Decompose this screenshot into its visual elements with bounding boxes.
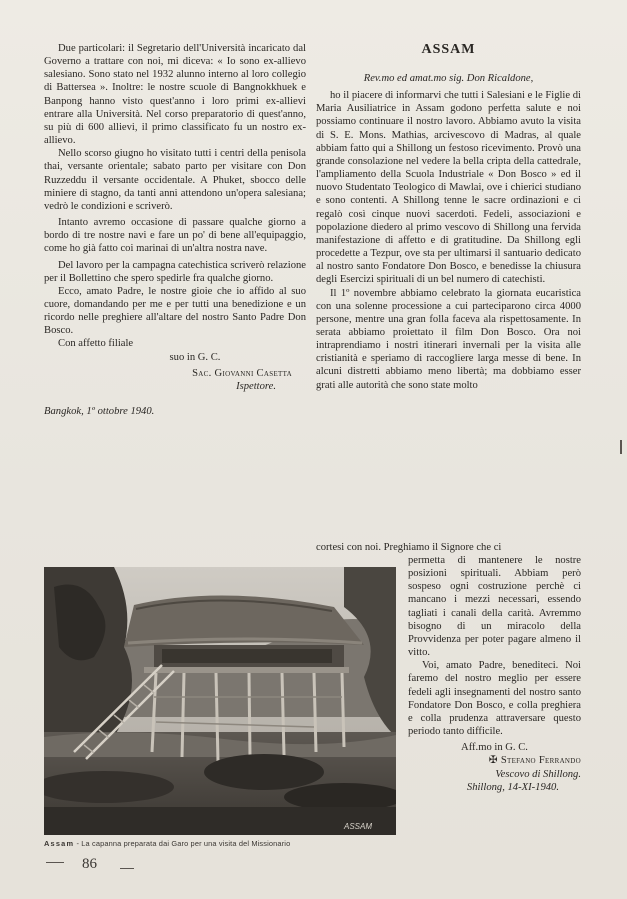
wrap-first-line-text: cortesi con noi. Preghiamo il Signore che ci bbox=[316, 542, 502, 553]
left-paragraph-4: Del lavoro per la campagna catechistica scriverò relazione per il Bollettino che spero spedirle fra qualche giorno. bbox=[44, 259, 306, 284]
decorative-dash bbox=[46, 862, 64, 863]
right-dateline: Shillong, 14-XI-1940. bbox=[466, 781, 559, 793]
right-role: Vescovo di Shillong. bbox=[495, 768, 581, 780]
caption-place: Assam bbox=[44, 839, 75, 848]
right-signature: ✠ Stefano Ferrando bbox=[488, 755, 581, 767]
decorative-dash-2 bbox=[120, 868, 134, 869]
left-signature: Sac. Giovanni Casetta bbox=[192, 367, 292, 379]
right-column bbox=[316, 42, 581, 392]
left-closing: Con affetto filiale bbox=[58, 338, 134, 350]
right-paragraph-1: ho il piacere di informarvi che tutti i Salesiani e le Figlie di Maria Ausiliatrice in Assam godono perfetta salute e noi possiamo continuare il nostro lavoro. Abbiamo avuto la visita di S. E. Mons. Mathias, arcivescovo di Madras, al quale abbiam fatto qui a Shillong un festoso ricevimento. Provò una grande consolazione nel vedere la bella cripta della cattedrale, l'ampliamento della Scuola Industriale « Don Bosco » ed il nuovo Studentato Teologico di Mawlai, ove i chierici studiano e sono contenti. A Shillong tenne le sacre ordinazioni e ci regalò così cinque nuovi sacerdoti. Fedeli, associazioni e popolazione diedero al primo vescovo di Shillong una fervida manifestazione di affetto e di gratitudine. Da Shillong egli procedette a Tezpur, ove sta per ultimarsi il santuario dedicato al nostro santo Fondatore Don Bosco, e benedisse la chiusura degli Esercizi spirituali di un bel numero di catechisti. bbox=[316, 90, 581, 286]
left-paragraph-3: Intanto avremo occasione di passare qualche giorno a bordo di tre nostre navi e fare un po' di bene all'equipaggio, come ho già fatto coi marinai di un'altra nostra nave. bbox=[44, 217, 306, 255]
photo-hut bbox=[44, 567, 396, 835]
left-paragraph-1: Due particolari: il Segretario dell'Università incaricato dal Governo a trattare con noi, mi diceva: « Io sono ex-allievo salesiano. Sono stato nel 1932 alunno interno al loro collegio di Battersea ». Inoltre: le nostre scuole di Bangnokkhuek e Banpong hanno visto quest'anno i loro primi ex-allievi entrare alla Università. Nel corso preparatorio di quest'anno, su più di 600 allievi, il primo classificato fu un nostro ex-allievo. bbox=[44, 43, 306, 147]
wrap-paragraph-1: permetta di mantenere le nostre posizioni spirituali. Abbiam però sospeso ogni costruzione perchè ci mancano i mezzi necessari, essendo tagliati i canali della carità. Avremmo bisogno di un miracolo della Provvidenza per poter pagare almeno il vitto. bbox=[408, 555, 581, 659]
photo-stamp: ASSAM bbox=[344, 822, 373, 831]
hut-photo bbox=[44, 567, 396, 835]
left-role: Ispettore. bbox=[236, 380, 276, 392]
photo-caption bbox=[44, 839, 404, 848]
page-number: 86 bbox=[82, 856, 97, 872]
left-closing-2: suo in G. C. bbox=[169, 351, 221, 363]
right-closing: Aff.mo in G. C. bbox=[461, 742, 528, 754]
edge-mark bbox=[620, 440, 622, 454]
left-dateline: Bangkok, 1º ottobre 1940. bbox=[44, 406, 155, 418]
wrap-first-line bbox=[316, 541, 581, 554]
left-paragraph-2: Nello scorso giugno ho visitato tutti i centri della penisola thai, versante orientale; sabato parto per visitare con Don Ruzzeddu il versante occidentale. A Phuket, sbocco delle miniere di stagno, da tanti anni attendono un'opera salesiana; vedrò le condizioni e scriverò. bbox=[44, 148, 306, 212]
caption-text: - La capanna preparata dai Garo per una visita del Missionario bbox=[76, 839, 291, 848]
wrap-paragraph-2: Voi, amato Padre, benediteci. Noi faremo del nostro meglio per essere fedeli agli insegnamenti del nostro santo Fondatore Don Bosco, e colla preghiera e colla prudenza attraversare questo periodo tanto difficile. bbox=[408, 660, 581, 738]
wrap-column bbox=[408, 554, 581, 794]
right-paragraph-2: Il 1º novembre abbiamo celebrato la giornata eucaristica con una solenne processione a cui parteciparono circa 4000 persone, mentre una gran folla faceva ala rispettosamente. In serata abbiamo proiettato il film Don Bosco. Ora noi intraprendiamo i nostri itinerari invernali per la visita alle cristianità e speriamo di raccogliere larga messe di bene. In alcuni distretti abbiamo meno libertà; ma dobbiamo esser grati alle autorità che sono state molto bbox=[316, 287, 581, 391]
section-title: ASSAM bbox=[421, 42, 476, 57]
letter-greeting: Rev.mo ed amat.mo sig. Don Ricaldone, bbox=[363, 73, 534, 84]
left-column bbox=[44, 42, 306, 418]
left-paragraph-5: Ecco, amato Padre, le nostre gioie che io affido al suo cuore, domandando per me e per tutti una benedizione e un ricordo nelle preghiere all'altare del nostro Santo Padre Don Bosco. bbox=[44, 285, 306, 337]
